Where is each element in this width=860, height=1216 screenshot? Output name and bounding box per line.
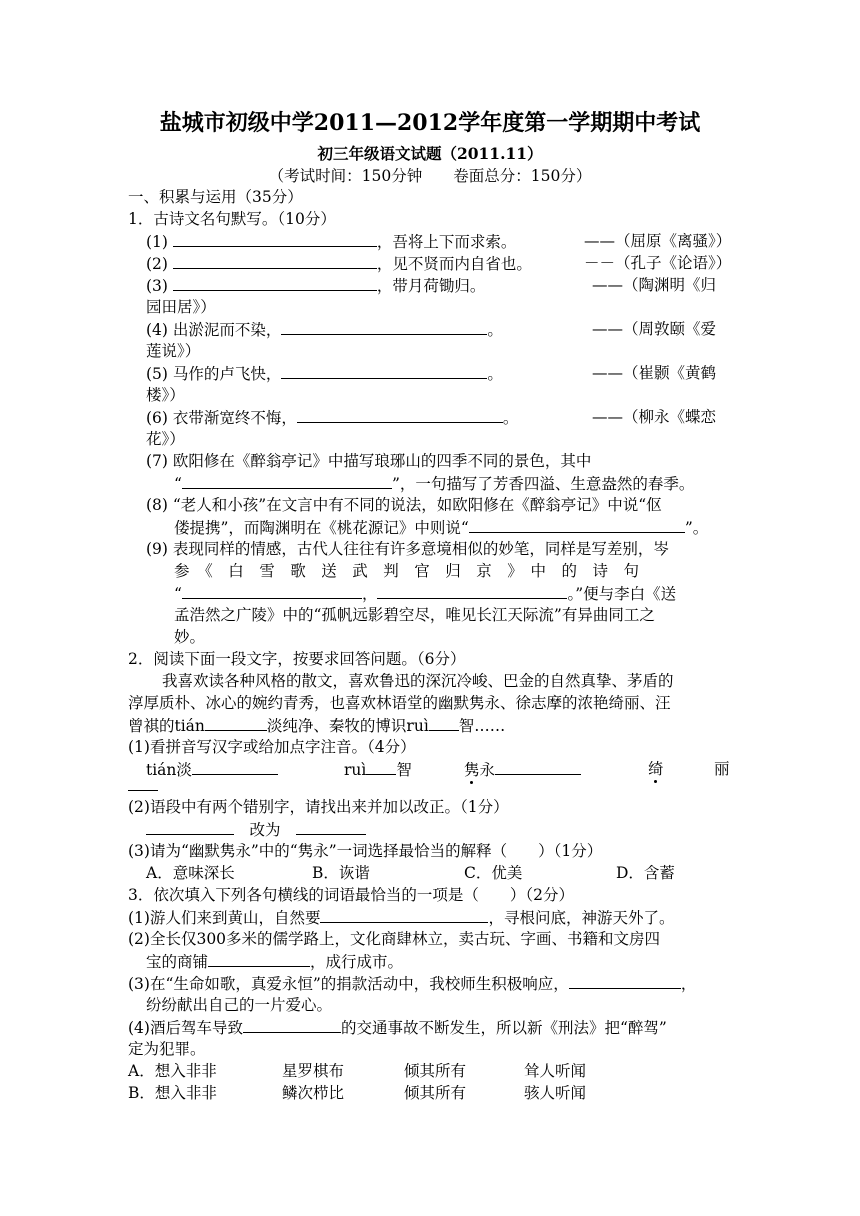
answer-blank[interactable] — [281, 318, 487, 335]
item-text: 马作的卢飞快， — [172, 365, 282, 383]
answer-blank[interactable] — [243, 1016, 341, 1033]
item-text: 衣带渐宽终不悔， — [172, 409, 297, 427]
item-text: (3)在“生命如歌，真爱永恒”的捐款活动中，我校师生积极响应， — [128, 975, 569, 993]
q1-item-7-line1: (7) 欧阳修在《醉翁亭记》中描写琅琊山的四季不同的景色，其中 — [146, 452, 592, 470]
item-text: 偻提携”，而陶渊明在《桃花源记》中则说“ — [174, 519, 469, 537]
passage-text: 曾祺的tián — [128, 717, 205, 735]
q1-item-9-line1: (9) 表现同样的情感，古代人往往有许多意境相似的妙笔，同样是写差别，岑 — [146, 540, 669, 558]
answer-blank[interactable] — [182, 582, 362, 599]
answer-blank[interactable] — [320, 906, 488, 923]
question-3-stem: 3．依次填入下列各句横线的词语最恰当的一项是（ ）（2分） — [128, 886, 574, 904]
item-text: ruì — [344, 761, 367, 779]
dotted-char: 隽 — [464, 761, 480, 779]
answer-blank[interactable] — [296, 818, 366, 835]
answer-blank[interactable] — [281, 362, 487, 379]
answer-blank[interactable] — [128, 774, 158, 791]
answer-blank[interactable] — [182, 472, 392, 489]
item-text: 出淤泥而不染， — [172, 321, 282, 339]
q1-item-2-source: －－（孔子《论语》） — [584, 254, 732, 272]
q3-option-b-3: 倾其所有 — [404, 1084, 467, 1102]
question-1-stem: 1．古诗文名句默写。（10分） — [128, 210, 336, 228]
item-number: (3) — [146, 277, 168, 295]
comma: ， — [680, 975, 697, 993]
item-number: (5) — [146, 365, 168, 383]
exam-subtitle — [0, 142, 860, 164]
q3-sentence-2-line1: (2)全长仅300多米的儒学路上，文化商肆林立，卖古玩、字画、书籍和文房四 — [128, 930, 661, 948]
q2-option-c: C．优美 — [464, 864, 523, 882]
q2-passage-line3 — [128, 714, 505, 737]
item-text: ，成行成市。 — [310, 953, 404, 971]
q2-sub2: (2)语段中有两个错别字，请找出来并加以改正。（1分） — [128, 798, 509, 816]
q2-sub1-b — [344, 758, 412, 781]
answer-blank[interactable] — [469, 516, 685, 533]
item-text-end: 。 — [502, 409, 519, 427]
item-text: 永 — [479, 761, 496, 779]
comma: ， — [361, 585, 378, 603]
q3-option-a-4: 耸人听闻 — [524, 1062, 587, 1080]
item-text: 。”便与李白《送 — [567, 585, 677, 603]
q1-item-3-source-cont: 园田居》） — [146, 298, 216, 316]
q1-item-7-line2 — [174, 472, 694, 495]
answer-blank[interactable] — [366, 758, 396, 775]
q3-sentence-1 — [128, 906, 674, 929]
q2-sub1: (1)看拼音写汉字或给加点字注音。（4分） — [128, 738, 416, 756]
answer-blank[interactable] — [205, 714, 267, 731]
question-2-stem: 2．阅读下面一段文字，按要求回答问题。（6分） — [128, 650, 466, 668]
q2-option-a: A．意味深长 — [146, 864, 235, 882]
answer-blank[interactable] — [297, 406, 503, 423]
q2-sub2-answer — [146, 818, 366, 841]
q2-sub1-d — [648, 758, 664, 780]
q1-item-8-line2 — [174, 516, 708, 539]
q1-item-9-line2: 参 《 白 雪 歌 送 武 判 官 归 京 》 中 的 诗 句 — [174, 562, 640, 580]
answer-blank[interactable] — [569, 972, 681, 989]
item-text: ，寻根问底，神游天外了。 — [488, 909, 675, 927]
q1-item-9-line5: 妙。 — [174, 628, 206, 646]
q3-option-b-4: 骇人听闻 — [524, 1084, 587, 1102]
exam-title: 盐城市初级中学2011—2012学年度第一学期期中考试 — [159, 110, 701, 136]
q1-item-9-line4: 孟浩然之广陵》中的“孤帆远影碧空尽，唯见长江天际流”有异曲同工之 — [174, 606, 655, 624]
answer-blank[interactable] — [377, 582, 567, 599]
item-text: ，见不贤而内自省也。 — [376, 255, 532, 273]
q2-sub1-c — [464, 758, 581, 781]
q3-option-a-1: A．想入非非 — [128, 1062, 217, 1080]
answer-blank[interactable] — [429, 714, 459, 731]
dotted-char: 绮 — [648, 760, 664, 778]
passage-text: 淡纯净、秦牧的博识ruì — [266, 717, 429, 735]
q2-sub1-a — [146, 758, 278, 781]
q3-option-b-1: B．想入非非 — [128, 1084, 217, 1102]
q1-item-4 — [146, 318, 503, 341]
q3-sentence-2-line2 — [146, 950, 403, 973]
item-number: (2) — [146, 255, 168, 273]
q2-sub1-e: 丽 — [714, 760, 730, 778]
q1-item-9-line3 — [174, 582, 676, 605]
item-text: 智 — [396, 761, 412, 779]
item-text: 的交通事故不断发生，所以新《刑法》把“醉驾” — [340, 1019, 667, 1037]
q3-sentence-3-line2: 纷纷献出自己的一片爱心。 — [146, 996, 333, 1014]
q2-sub3: (3)请为“幽默隽永”中的“隽永”一词选择最恰当的解释（ ）（1分） — [128, 842, 603, 860]
q1-item-1 — [146, 230, 516, 253]
item-text: tián淡 — [146, 761, 192, 779]
q3-option-a-2: 星罗棋布 — [282, 1062, 345, 1080]
item-number: (4) — [146, 321, 168, 339]
q1-item-6-source-cont: 花》） — [146, 430, 185, 448]
item-text: ”，一句描写了芳香四溢、生意盎然的春季。 — [391, 475, 695, 493]
answer-blank[interactable] — [495, 758, 581, 775]
q2-option-d: D．含蓄 — [616, 864, 675, 882]
q3-sentence-4-line1 — [128, 1016, 667, 1039]
q1-item-4-source-cont: 莲说》） — [146, 342, 201, 360]
q1-item-5-source-cont: 楼》） — [146, 386, 185, 404]
q1-item-2 — [146, 252, 532, 275]
q1-item-3-source: ——（陶渊明《归 — [592, 276, 717, 294]
item-text: ，吾将上下而求索。 — [376, 233, 517, 251]
answer-blank[interactable] — [173, 274, 377, 291]
q1-item-6-source: ——（柳永《蝶恋 — [592, 408, 717, 426]
item-number: (1) — [146, 233, 168, 251]
item-text: (1)游人们来到黄山，自然要 — [128, 909, 321, 927]
q3-option-a-3: 倾其所有 — [404, 1062, 467, 1080]
q1-item-4-source: ——（周敦颐《爱 — [592, 320, 717, 338]
item-text: 改为 — [249, 821, 281, 839]
answer-blank[interactable] — [208, 950, 310, 967]
q1-item-6 — [146, 406, 518, 429]
item-number: (6) — [146, 409, 168, 427]
q2-passage-line1: 我喜欢读各种风格的散文，喜欢鲁迅的深沉冷峻、巴金的自然真挚、茅盾的 — [162, 672, 674, 690]
item-text: 宝的商铺 — [146, 953, 209, 971]
quote-close: ”。 — [684, 519, 709, 537]
answer-blank[interactable] — [173, 230, 377, 247]
q1-item-1-source: ——（屈原《离骚》） — [584, 232, 732, 250]
q1-item-8-line1: (8) “老人和小孩”在文言中有不同的说法，如欧阳修在《醉翁亭记》中说“伛 — [146, 496, 662, 514]
item-text: ，带月荷锄归。 — [376, 277, 486, 295]
subtitle-text: 初三年级语文试题（2011.11） — [317, 144, 543, 163]
passage-text: 智…… — [458, 717, 506, 735]
quote-open: “ — [174, 585, 182, 603]
section-heading: 一、积累与运用（35分） — [128, 188, 303, 206]
answer-blank[interactable] — [192, 758, 278, 775]
q1-item-3 — [146, 274, 485, 297]
answer-blank[interactable] — [173, 252, 377, 269]
exam-info: （考试时间：150分钟 卷面总分：150分） — [268, 167, 592, 185]
q3-option-b-2: 鳞次栉比 — [282, 1084, 345, 1102]
answer-blank[interactable] — [146, 818, 234, 835]
item-text-end: 。 — [487, 365, 503, 383]
q1-item-5 — [146, 362, 503, 385]
q2-passage-line2: 淳厚质朴、冰心的婉约青秀，也喜欢林语堂的幽默隽永、徐志摩的浓艳绮丽、汪 — [128, 694, 671, 712]
q3-sentence-4-line2: 定为犯罪。 — [128, 1040, 206, 1058]
q2-sub1-d-blank-line — [128, 774, 158, 797]
item-text: (4)酒后驾车导致 — [128, 1019, 243, 1037]
q1-item-5-source: ——（崔颢《黄鹤 — [592, 364, 717, 382]
q2-option-b: B．诙谐 — [312, 864, 370, 882]
q3-sentence-3-line1 — [128, 972, 696, 995]
quote-open: “ — [174, 475, 182, 493]
item-text-end: 。 — [487, 321, 503, 339]
